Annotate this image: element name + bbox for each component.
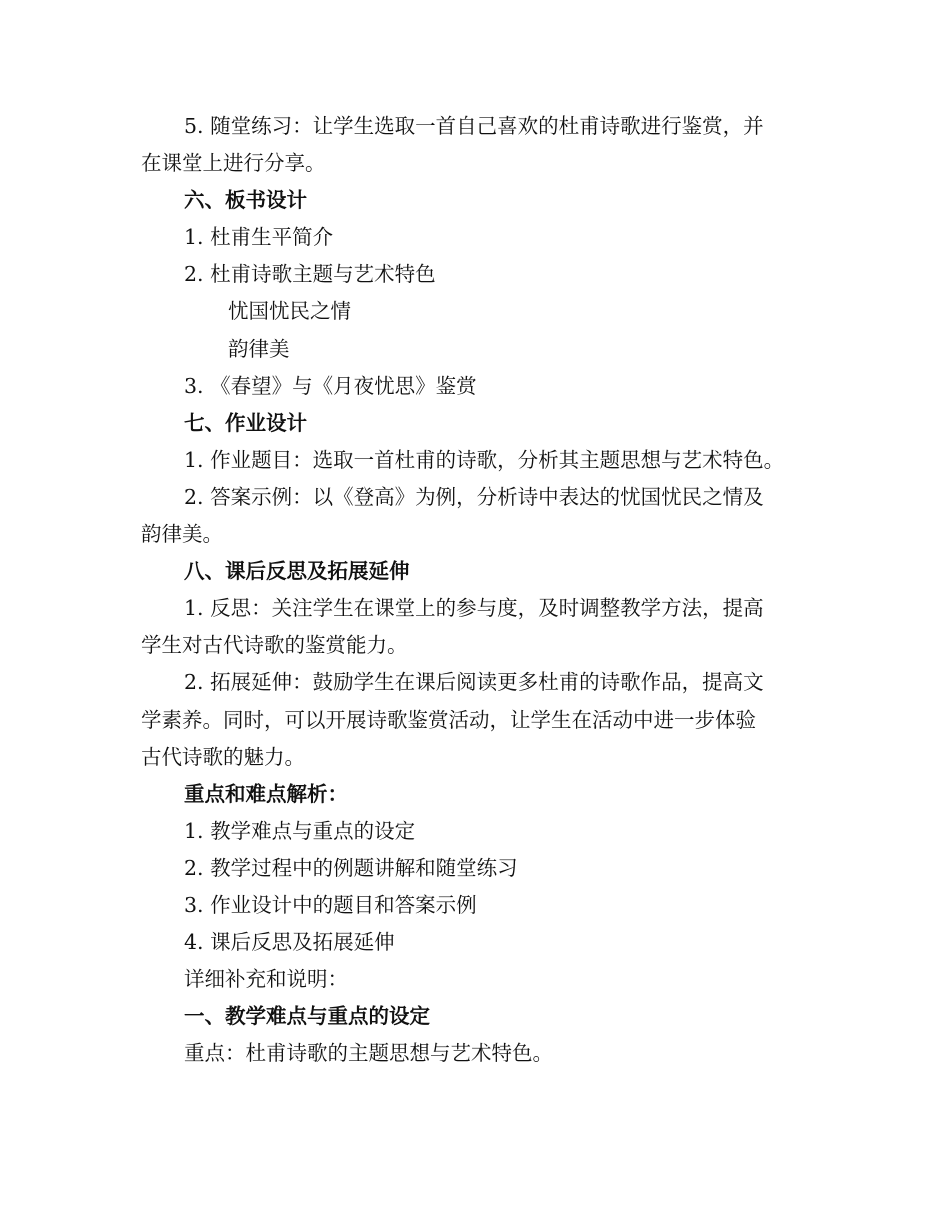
list-item: 1. 杜甫生平简介 — [184, 225, 334, 250]
paragraph-line: 重点：杜甫诗歌的主题思想与艺术特色。 — [184, 1041, 553, 1066]
section-heading: 重点和难点解析： — [184, 781, 348, 806]
paragraph-line: 5. 随堂练习：让学生选取一首自己喜欢的杜甫诗歌进行鉴赏，并 — [184, 114, 764, 138]
list-item: 3. 《春望》与《月夜忧思》鉴赏 — [184, 373, 477, 398]
section-heading: 一、教学难点与重点的设定 — [184, 1004, 430, 1029]
section-heading: 八、课后反思及拓展延伸 — [184, 559, 410, 584]
list-item: 3. 作业设计中的题目和答案示例 — [184, 892, 477, 917]
list-item: 2. 答案示例：以《登高》为例，分析诗中表达的忧国忧民之情及 — [184, 484, 764, 509]
section-heading: 六、板书设计 — [184, 188, 307, 213]
sub-list-item: 韵律美 — [228, 336, 290, 361]
list-item: 1. 作业题目：选取一首杜甫的诗歌，分析其主题思想与艺术特色。 — [184, 447, 785, 472]
section-heading: 七、作业设计 — [184, 410, 307, 435]
list-item: 2. 拓展延伸：鼓励学生在课后阅读更多杜甫的诗歌作品，提高文 — [184, 670, 764, 695]
list-item: 2. 教学过程中的例题讲解和随堂练习 — [184, 855, 518, 880]
paragraph-line: 韵律美。 — [141, 522, 223, 547]
paragraph-line: 学素养。同时，可以开展诗歌鉴赏活动，让学生在活动中进一步体验 — [141, 707, 756, 732]
paragraph-line: 古代诗歌的魅力。 — [141, 744, 305, 769]
paragraph-line: 学生对古代诗歌的鉴赏能力。 — [141, 633, 408, 658]
paragraph-line: 详细补充和说明： — [184, 967, 348, 992]
sub-list-item: 忧国忧民之情 — [228, 299, 351, 324]
list-item: 1. 反思：关注学生在课堂上的参与度，及时调整教学方法，提高 — [184, 596, 764, 621]
list-item: 1. 教学难点与重点的设定 — [184, 818, 416, 843]
paragraph-line: 在课堂上进行分享。 — [141, 151, 326, 176]
list-item: 2. 杜甫诗歌主题与艺术特色 — [184, 262, 436, 287]
list-item: 4. 课后反思及拓展延伸 — [184, 930, 395, 955]
